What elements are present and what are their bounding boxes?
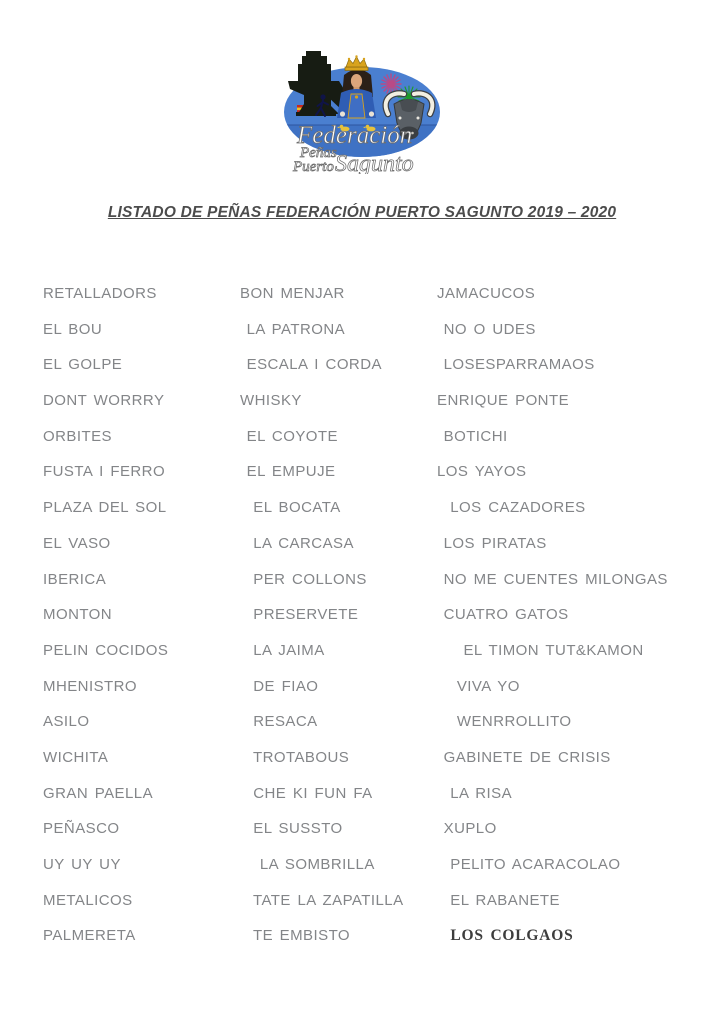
pena-item: UY UY UY — [43, 856, 121, 873]
pena-item: EL BOU — [43, 320, 103, 338]
pena-item: RETALLADORS — [43, 285, 157, 302]
pena-item: MHENISTRO — [43, 677, 138, 695]
pena-column-1 — [43, 276, 168, 954]
pena-item: PER COLLONS — [240, 570, 367, 588]
page-title: LISTADO DE PEÑAS FEDERACIÓN PUERTO SAGUNTO 2019 – 2020 — [107, 204, 617, 221]
pena-item: TATE LA ZAPATILLA — [240, 891, 404, 909]
pena-item: EL SUSSTO — [240, 820, 343, 838]
pena-item: IBERICA — [43, 570, 107, 588]
pena-item: PEÑASCO — [43, 820, 120, 838]
pena-item: DONT WORRRY — [43, 392, 165, 410]
pena-item: WICHITA — [43, 748, 109, 766]
pena-item: LOS COLGAOS — [437, 927, 574, 945]
pena-item: EL EMPUJE — [240, 463, 336, 481]
logo-text-penas: Peñas — [300, 145, 337, 161]
pena-item: LOSESPARRAMAOS — [437, 356, 595, 374]
pena-item: PELIN COCIDOS — [43, 641, 169, 659]
pena-item: ASILO — [43, 713, 90, 731]
pena-item: CUATRO GATOS — [437, 606, 569, 624]
pena-item: EL TIMON TUT&KAMON — [437, 641, 644, 659]
pena-item: LOS YAYOS — [437, 463, 527, 481]
pena-item: BOTICHI — [437, 427, 508, 445]
federacion-logo — [281, 48, 443, 174]
pena-item: EL BOCATA — [240, 499, 341, 517]
pena-item: EL VASO — [43, 534, 111, 552]
pena-item: LOS CAZADORES — [437, 499, 586, 517]
logo-text-federacion: Federación — [297, 122, 413, 149]
pena-item: LA RISA — [437, 784, 513, 802]
pena-item: FUSTA I FERRO — [43, 463, 166, 481]
pena-item: EL RABANETE — [437, 891, 560, 909]
pena-item: TROTABOUS — [240, 748, 350, 766]
pena-item: MONTON — [43, 606, 113, 624]
pena-item: LA JAIMA — [240, 641, 325, 659]
logo-script-text — [292, 122, 414, 174]
pena-item: NO ME CUENTES MILONGAS — [437, 570, 668, 588]
pena-item: ESCALA I CORDA — [240, 356, 382, 374]
pena-item: XUPLO — [437, 820, 497, 838]
pena-item: GRAN PAELLA — [43, 784, 154, 802]
pena-item: TE EMBISTO — [240, 927, 351, 945]
pena-item: GABINETE DE CRISIS — [437, 748, 611, 766]
pena-item: EL GOLPE — [43, 356, 123, 374]
pena-item: CHE KI FUN FA — [240, 784, 373, 802]
pena-item: METALICOS — [43, 891, 133, 909]
pena-item: VIVA YO — [437, 677, 520, 695]
pena-item: PRESERVETE — [240, 606, 359, 624]
logo-text-sagunto: Sagunto — [335, 151, 414, 174]
pena-item: ORBITES — [43, 427, 112, 445]
pena-item: PALMERETA — [43, 927, 136, 945]
pena-item: ENRIQUE PONTE — [437, 392, 570, 410]
pena-item: BON MENJAR — [240, 285, 345, 302]
pena-column-3 — [437, 276, 668, 954]
federacion-logo-graphic — [281, 48, 443, 174]
pena-item: LOS PIRATAS — [437, 534, 547, 552]
pena-item: NO O UDES — [437, 320, 536, 338]
pena-item: EL COYOTE — [240, 427, 338, 445]
pena-item: LA PATRONA — [240, 320, 346, 338]
pena-item: RESACA — [240, 713, 318, 731]
pena-item: DE FIAO — [240, 677, 319, 695]
pena-item: PLAZA DEL SOL — [43, 499, 167, 517]
pena-item: WENRROLLITO — [437, 713, 572, 731]
pena-item: PELITO ACARACOLAO — [437, 856, 621, 873]
pena-column-2 — [240, 276, 404, 954]
pena-item: JAMACUCOS — [437, 285, 536, 302]
logo-text-puerto: Puerto — [293, 159, 334, 174]
pena-item: WHISKY — [240, 392, 302, 410]
pena-item: LA SOMBRILLA — [240, 856, 375, 873]
pena-item: LA CARCASA — [240, 534, 354, 552]
